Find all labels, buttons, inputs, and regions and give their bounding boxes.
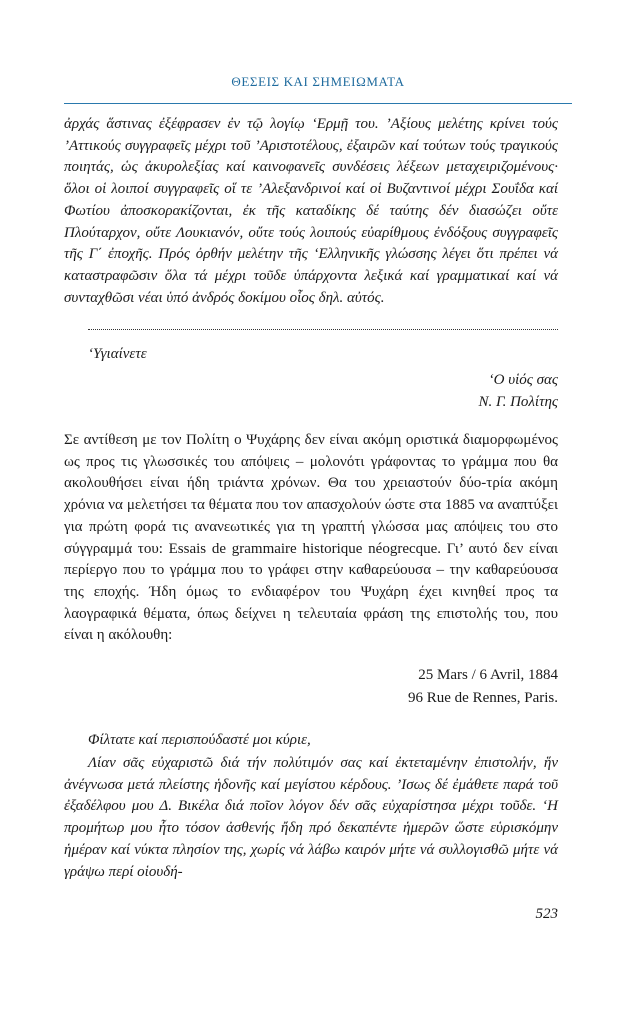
letter-psycharis-excerpt: [64, 753, 558, 883]
letter-politis-excerpt: [64, 114, 558, 309]
page-number: 523: [535, 906, 558, 922]
letter-address: 96 Rue de Rennes, Paris.: [408, 690, 558, 706]
letter-date: 25 Mars / 6 Avril, 1884: [418, 667, 558, 683]
commentary-text: Σε αντίθεση με τον Πολίτη ο Ψυχάρης δεν είναι ακόμη οριστικά διαμορφωμένος ως προς τις γλωσσικές του απόψεις – μολονότι γράφοντας το γράμμα που θα ακολουθήσει είναι ήδη τριάντα χρόνων. Θα του χρειαστούν δύο-τρία ακόμη χρόνια να μελετήσει τα θέματα που τον απασχολούν ώστε στα 1885 να αναπτύξει για πρώτη φορά τις ανανεωτικές για τη γραπτή γλώσσα μας απόψεις του στο σύγγραμμά του: Essais de grammaire historique néogrecque. Γι’ αυτό δεν είναι περίεργο που το γράμμα που το γράφει στην καθαρεύουσα – την καθαρεύουσα της εποχής. Ήδη όμως το ενδιαφέρον του Ψυχάρη έχει κινηθεί προς τα λαογραφικά θέματα, όπως δείχνει η τελευταία φράση της επιστολής του, που είναι η ακόλουθη:: [64, 432, 558, 644]
header-rule: [64, 103, 572, 104]
letter-psycharis-body: Λίαν σᾶς εὐχαριστῶ διά τήν πολύτιμόν σας καί ἐκτεταμένην ἐπιστολήν, ἥν ἀνέγνωσα μετά πλείστης ἡδονῆς καί μεγίστου κέρδους. ’Ισως δέ ἐμάθετε παρά τοῦ ἐξαδέλφου μου Δ. Βικέλα διά ποῖον λόγον δέν σᾶς εὐχαρίστησα μέχρι τοῦδε. ‘Η προμήτωρ μου ἦτο τόσον ἀσθενής ἤδη πρό δεκαπέντε ἡμερῶν ὥστε εὑρισκόμην ἡμέραν καί νύκτα πλησίον της, χωρίς νά λάβω καιρόν μήτε νά συλλογισθῶ μήτε νά γράψω περί οἱουδή-: [64, 755, 558, 880]
ellipsis-dotted-line: [88, 329, 558, 330]
letter-politis-body: ἀρχάς ἅστινας ἐξέφρασεν ἐν τῷ λογίῳ ‘Ερμῇ του. ’Αξίους μελέτης κρίνει τούς ’Αττικούς συγγραφεῖς μέχρι τοῦ ’Αριστοτέλους, ἐξαιρῶν καί τούτων τούς τραγικούς ποιητάς, ὡς ἀκυρολεξίας καί καινοφανεῖς συνδέσεις λέξεων μεταχειριζομένους· ὅλοι οἱ λοιποί συγγραφεῖς οἵ τε ’Αλεξανδρινοί καί οἱ Βυζαντινοί μέχρι Σουΐδα καί Φωτίου ἀποσκορακίζονται, ἐκ τῆς καταδίκης δέ ταύτης δέν διασώζει οὔτε Πλούταρχον, οὔτε Λουκιανόν, οὔτε τούς λοιπούς εὐαρίθμους ἐνδόξους συγγραφεῖς τῆς Γ΄ ἐποχῆς. Πρός ὀρθήν μελέτην τῆς ‘Ελληνικῆς γλώσσης λέγει ὅτι πρέπει νά καταστραφῶσιν ὅλα τά μέχρι τοῦδε ὑπάρχοντα λεξικά καί γραμματικαί καί νά συνταχθῶσι νέαι ὑπό ἀνδρός δοκίμου οἷος δηλ. αὐτός.: [64, 116, 558, 306]
letter-salutation: Φίλτατε καί περισπούδαστέ μοι κύριε,: [88, 732, 311, 748]
letter-farewell: ‘Υγιαίνετε: [88, 346, 147, 362]
running-header: ΘΕΣΕΙΣ ΚΑΙ ΣΗΜΕΙΩΜΑΤΑ: [231, 74, 405, 89]
commentary-paragraph: [64, 430, 558, 647]
letter-signoff: ‘Ο υἱός σας: [488, 372, 558, 388]
letter-signature: Ν. Γ. Πολίτης: [478, 394, 558, 410]
